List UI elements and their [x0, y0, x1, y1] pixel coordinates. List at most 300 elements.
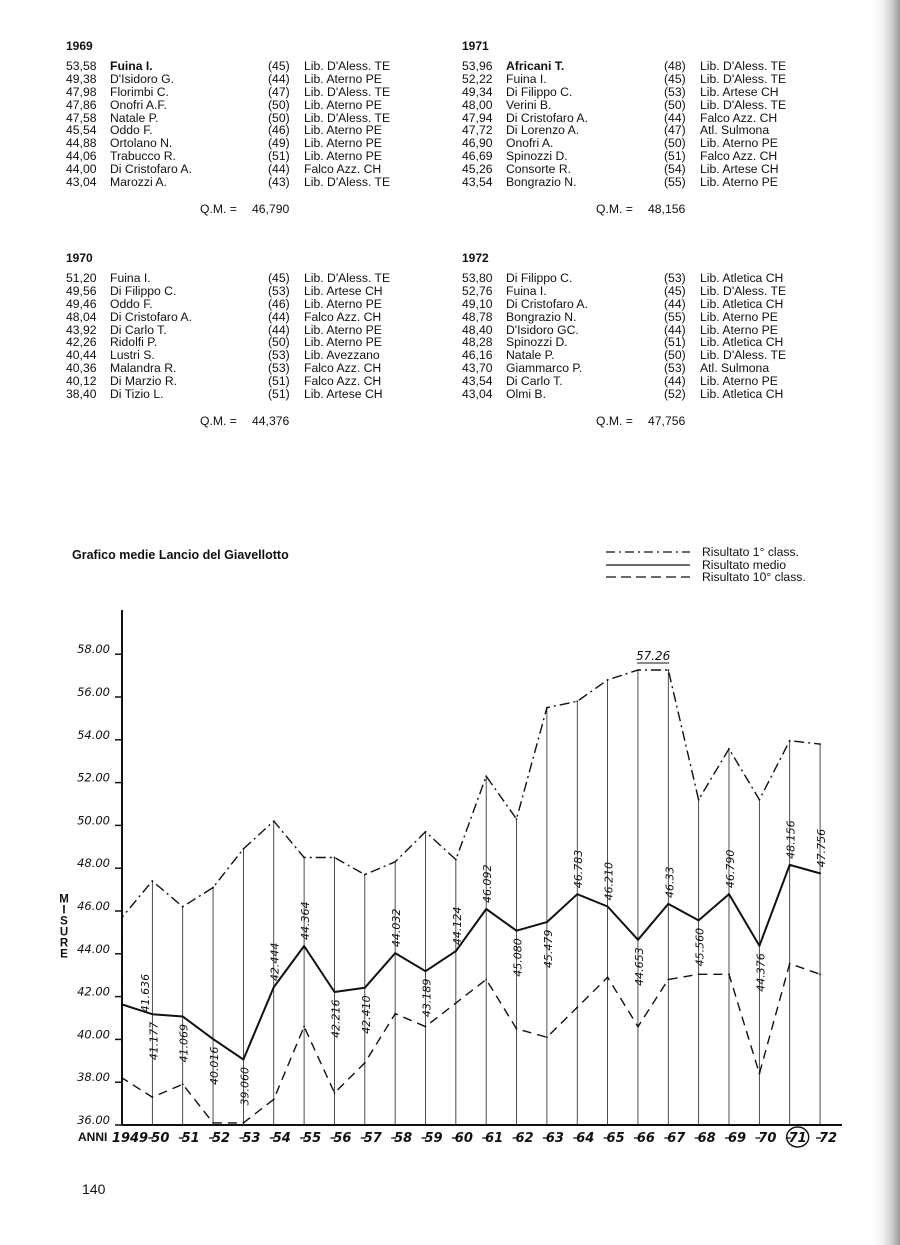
table-year: 1970 [66, 251, 93, 265]
data-point [364, 874, 366, 876]
y-axis-label [59, 893, 69, 960]
score-cell: 52,76 [462, 283, 493, 298]
data-point [759, 1073, 761, 1075]
athlete-name: Florimbi C. [110, 84, 169, 99]
data-point [455, 950, 457, 952]
data-point [485, 775, 487, 777]
data-label: 44.124 [450, 906, 464, 946]
athlete-name: Consorte R. [506, 162, 572, 177]
results-table-1972 [462, 252, 852, 435]
table-row [66, 285, 456, 298]
birth-year: (46) [268, 123, 290, 138]
club-name: Lib. Atletica CH [700, 271, 784, 285]
data-point [455, 859, 457, 861]
data-point [121, 1077, 123, 1079]
data-point [789, 963, 791, 965]
birth-year: (44) [268, 162, 290, 177]
table-row [462, 86, 852, 99]
club-name: Lib. D'Aless. TE [700, 97, 787, 112]
score-cell: 53,96 [462, 59, 493, 73]
x-tick-label: 50 [151, 1131, 170, 1146]
birth-year: (53) [268, 361, 290, 376]
data-point [151, 880, 153, 882]
club-name: Lib. Aterno PE [304, 97, 382, 112]
x-tick-label: 55 [303, 1131, 322, 1146]
club-name: Lib. Aterno PE [304, 322, 382, 337]
club-name: Lib. Atletica CH [700, 387, 784, 402]
x-tick-label: 66 [636, 1131, 655, 1146]
y-tick-label: 40.00 [77, 1027, 110, 1042]
x-tick-label: 52 [212, 1131, 231, 1146]
athlete-name: Marozzi A. [110, 175, 167, 190]
score-cell: 48,04 [66, 309, 97, 324]
table-row [66, 99, 456, 112]
table-row [66, 388, 456, 401]
data-label: 42.444 [268, 942, 282, 982]
legend-dashdot-line [606, 548, 690, 556]
birth-year: (45) [268, 271, 290, 285]
table-row [66, 73, 456, 86]
data-point [364, 987, 366, 989]
data-point [394, 1013, 396, 1015]
data-point [455, 1002, 457, 1004]
athlete-name: Fuina I. [506, 283, 547, 298]
data-point [728, 893, 730, 895]
results-table-1970 [66, 252, 456, 435]
data-point [425, 831, 427, 833]
birth-year: (53) [664, 84, 686, 99]
score-cell: 46,16 [462, 348, 493, 363]
data-point [516, 818, 518, 820]
birth-year: (50) [268, 97, 290, 112]
data-point [273, 986, 275, 988]
data-point [303, 857, 305, 859]
data-label: 44.376 [754, 953, 768, 992]
javelin-average-chart [0, 600, 860, 1160]
average-value: 44,376 [252, 413, 290, 428]
score-cell: 47,98 [66, 84, 97, 99]
score-cell: 53,58 [66, 59, 97, 73]
score-cell: 43,70 [462, 361, 493, 376]
athlete-name: Di Carlo T. [110, 322, 167, 337]
series-line-dashdot [122, 670, 820, 1125]
birth-year: (47) [664, 123, 686, 138]
y-axis-label-letter: I [62, 904, 66, 917]
athlete-name: Fuina I. [506, 71, 547, 86]
x-tick-label: 61 [485, 1131, 504, 1146]
data-point [243, 1122, 245, 1124]
birth-year: (50) [664, 348, 686, 363]
data-point [121, 1004, 123, 1006]
club-name: Lib. Aterno PE [304, 136, 382, 151]
score-cell: 43,04 [66, 175, 97, 190]
data-point [212, 1122, 214, 1124]
data-point [212, 1038, 214, 1040]
club-name: Lib. Aterno PE [700, 374, 778, 389]
athlete-name: Onofri A. [506, 136, 554, 151]
score-cell: 43,92 [66, 322, 97, 337]
athlete-name: Lustri S. [110, 348, 155, 363]
data-point [121, 917, 123, 919]
x-tick-label: 63 [545, 1131, 564, 1146]
club-name: Lib. D'Aless. TE [304, 175, 391, 190]
data-point [819, 973, 821, 975]
average-label: Q.M. = [596, 413, 633, 428]
data-point [546, 707, 548, 709]
club-name: Lib. Aterno PE [700, 322, 778, 337]
data-label: 41.069 [177, 1024, 191, 1063]
x-tick-label: 62 [515, 1131, 534, 1146]
x-tick-label: 53 [242, 1131, 261, 1146]
data-label: 43.189 [420, 978, 434, 1018]
data-label: 46.33 [663, 866, 677, 898]
score-cell: 43,54 [462, 175, 493, 190]
data-point [182, 906, 184, 908]
table-row [462, 99, 852, 112]
score-cell: 49,46 [66, 296, 97, 311]
table-row [462, 73, 852, 86]
data-point [485, 979, 487, 981]
data-point [182, 1016, 184, 1018]
score-cell: 48,28 [462, 335, 493, 350]
score-cell: 53,80 [462, 271, 493, 285]
birth-year: (45) [268, 59, 290, 73]
athlete-name: Spinozzi D. [506, 335, 568, 350]
x-tick-label: 65 [606, 1131, 625, 1146]
legend-label: Risultato 10° class. [702, 570, 806, 585]
average-label: Q.M. = [596, 201, 633, 216]
score-cell: 43,54 [462, 374, 493, 389]
athlete-name: Ridolfi P. [110, 335, 158, 350]
score-cell: 47,86 [66, 97, 97, 112]
birth-year: (55) [664, 175, 686, 190]
club-name: Lib. Artese CH [304, 387, 383, 402]
page-number: 140 [82, 1181, 106, 1197]
score-cell: 47,58 [66, 110, 97, 125]
y-axis-label-letter: M [59, 893, 69, 906]
birth-year: (50) [268, 335, 290, 350]
athlete-name: D'Isidoro G. [110, 71, 174, 86]
score-cell: 38,40 [66, 387, 97, 402]
club-name: Lib. Avezzano [304, 348, 380, 363]
data-point [576, 893, 578, 895]
birth-year: (44) [664, 110, 686, 125]
data-point [819, 743, 821, 745]
data-point [698, 973, 700, 975]
data-point [212, 887, 214, 889]
athlete-name: Di Filippo C. [506, 271, 573, 285]
score-cell: 49,10 [462, 296, 493, 311]
athlete-name: Oddo F. [110, 296, 153, 311]
club-name: Lib. D'Aless. TE [304, 84, 391, 99]
score-cell: 44,06 [66, 149, 97, 164]
athlete-name: Di Filippo C. [110, 283, 177, 298]
data-point [789, 740, 791, 742]
athlete-name: Onofri A.F. [110, 97, 167, 112]
club-name: Lib. Atletica CH [700, 296, 784, 311]
birth-year: (53) [268, 283, 290, 298]
score-cell: 46,69 [462, 149, 493, 164]
athlete-name: Verini B. [506, 97, 552, 112]
table-year: 1969 [66, 39, 93, 53]
x-tick-label: 72 [819, 1131, 838, 1146]
data-point [728, 748, 730, 750]
average-value: 48,156 [648, 201, 686, 216]
athlete-name: Fuina I. [110, 271, 151, 285]
birth-year: (45) [664, 283, 686, 298]
data-label: 44.653 [632, 947, 646, 986]
score-cell: 44,88 [66, 136, 97, 151]
y-tick-label: 46.00 [77, 899, 110, 913]
data-point [364, 1062, 366, 1064]
table-row [462, 388, 852, 401]
data-point [667, 669, 669, 671]
athlete-name: Malandra R. [110, 361, 177, 376]
athlete-name: D'Isidoro GC. [506, 322, 579, 337]
score-cell: 51,20 [66, 271, 97, 285]
birth-year: (44) [268, 322, 290, 337]
average-label: Q.M. = [200, 201, 237, 216]
y-tick-label: 56.00 [77, 685, 110, 699]
data-label: 42.410 [359, 995, 373, 1034]
y-tick-label: 58.00 [77, 642, 110, 657]
score-cell: 45,26 [462, 162, 493, 177]
x-tick-label: 59 [424, 1131, 443, 1146]
average-result [462, 193, 852, 223]
data-point [607, 679, 609, 681]
athlete-name: Di Cristofaro A. [110, 162, 192, 177]
table-row [462, 60, 852, 73]
x-tick-label: 67 [667, 1131, 686, 1146]
x-tick-label: 70 [758, 1131, 777, 1146]
table-row [462, 311, 852, 324]
score-cell: 40,44 [66, 348, 97, 363]
data-point [182, 1083, 184, 1085]
athlete-name: Di Cristofaro A. [506, 110, 588, 125]
data-point [425, 970, 427, 972]
club-name: Falco Azz. CH [304, 374, 382, 389]
birth-year: (46) [268, 296, 290, 311]
data-point [576, 700, 578, 702]
data-point [728, 973, 730, 975]
legend-label: Risultato medio [702, 557, 786, 572]
y-axis-label-letter: R [59, 937, 69, 950]
birth-year: (49) [268, 136, 290, 151]
average-label: Q.M. = [200, 413, 237, 428]
birth-year: (47) [268, 84, 290, 99]
athlete-name: Oddo F. [110, 123, 153, 138]
data-label: 48.156 [784, 820, 798, 859]
data-point [303, 945, 305, 947]
data-label: 45.479 [541, 929, 555, 969]
data-point [698, 799, 700, 801]
data-point [637, 1026, 639, 1028]
athlete-name: Di Cristofaro A. [110, 309, 192, 324]
birth-year: (51) [268, 387, 290, 402]
birth-year: (50) [268, 110, 290, 125]
table-row [66, 311, 456, 324]
data-label: 44.032 [390, 908, 404, 948]
club-name: Atl. Sulmona [700, 123, 770, 138]
data-point [303, 1026, 305, 1028]
birth-year: (44) [664, 322, 686, 337]
data-point [607, 976, 609, 978]
y-tick-label: 48.00 [77, 856, 110, 871]
club-name: Lib. Aterno PE [700, 175, 778, 190]
data-point [819, 873, 821, 875]
birth-year: (51) [268, 149, 290, 164]
club-name: Falco Azz. CH [304, 162, 382, 177]
y-axis-label-letter: U [59, 926, 69, 939]
athlete-name: Natale P. [110, 110, 159, 125]
birth-year: (53) [664, 361, 686, 376]
birth-year: (44) [664, 374, 686, 389]
club-name: Lib. D'Aless. TE [700, 71, 787, 86]
data-point [667, 903, 669, 905]
data-label: 46.210 [602, 862, 616, 901]
data-point [425, 1026, 427, 1028]
x-tick-label: 71 [788, 1131, 807, 1146]
legend-item-tenth [606, 571, 846, 584]
data-label: 41.636 [139, 973, 152, 1013]
athlete-name: Di Carlo T. [506, 374, 563, 389]
athlete-name: Africani T. [506, 59, 565, 73]
club-name: Lib. Aterno PE [304, 71, 382, 86]
data-point [789, 864, 791, 866]
x-tick-label: 58 [394, 1131, 413, 1146]
data-point [516, 930, 518, 932]
average-result [66, 193, 456, 223]
graph-title: Grafico medie Lancio del Giavellotto [72, 548, 289, 562]
x-tick-label: 56 [333, 1131, 352, 1146]
birth-year: (51) [664, 149, 686, 164]
y-axis-label-letter: E [60, 948, 68, 961]
data-label: 45.080 [511, 938, 525, 977]
data-point [637, 939, 639, 941]
birth-year: (53) [664, 271, 686, 285]
average-value: 46,790 [252, 201, 290, 216]
table-row [66, 298, 456, 311]
data-point [698, 920, 700, 922]
data-point [334, 1092, 336, 1094]
athlete-name: Di Marzio R. [110, 374, 178, 389]
x-tick-label: 60 [454, 1131, 473, 1146]
data-point [637, 669, 639, 671]
birth-year: (48) [664, 59, 686, 73]
score-cell: 52,22 [462, 71, 493, 86]
data-label: 41.177 [147, 1021, 161, 1061]
y-tick-label: 54.00 [77, 727, 110, 742]
birth-year: (51) [664, 335, 686, 350]
data-label: 40.016 [208, 1046, 222, 1086]
score-cell: 46,90 [462, 136, 493, 151]
data-point [485, 908, 487, 910]
birth-year: (43) [268, 175, 290, 190]
birth-year: (50) [664, 136, 686, 151]
club-name: Falco Azz. CH [700, 110, 778, 125]
birth-year: (54) [664, 162, 686, 177]
club-name: Lib. Artese CH [700, 162, 779, 177]
table-row [66, 60, 456, 73]
data-point [243, 1059, 245, 1061]
y-axis-label-letter: S [60, 915, 68, 928]
club-name: Lib. Aterno PE [304, 149, 382, 164]
results-table-1969 [66, 40, 456, 223]
x-tick-label: 51 [181, 1131, 200, 1146]
y-tick-label: 44.00 [77, 941, 110, 956]
score-cell: 48,00 [462, 97, 493, 112]
score-cell: 40,12 [66, 374, 97, 389]
data-label: 46.092 [481, 864, 495, 904]
score-cell: 40,36 [66, 361, 97, 376]
athlete-name: Di Filippo C. [506, 84, 573, 99]
birth-year: (52) [664, 387, 686, 402]
data-point [243, 848, 245, 850]
score-cell: 47,94 [462, 110, 493, 125]
data-point [394, 861, 396, 863]
data-point [394, 952, 396, 954]
y-tick-label: 38.00 [77, 1070, 110, 1085]
club-name: Lib. Aterno PE [304, 335, 382, 350]
score-cell: 43,04 [462, 387, 493, 402]
y-tick-label: 52.00 [77, 770, 110, 785]
club-name: Lib. Aterno PE [304, 123, 382, 138]
results-table-1971 [462, 40, 852, 223]
club-name: Lib. Aterno PE [304, 296, 382, 311]
club-name: Lib. Atletica CH [700, 335, 784, 350]
data-point [576, 1006, 578, 1008]
average-value: 47,756 [648, 413, 686, 428]
x-tick-label: 64 [576, 1131, 595, 1146]
legend-solid-line [606, 561, 690, 569]
legend [606, 546, 846, 584]
table-year: 1972 [462, 251, 489, 265]
birth-year: (44) [664, 296, 686, 311]
data-point [151, 1096, 153, 1098]
data-label: 46.783 [572, 849, 586, 889]
athlete-name: Bongrazio N. [506, 175, 577, 190]
athlete-name: Spinozzi D. [506, 149, 568, 164]
data-label: 45.560 [693, 927, 707, 967]
club-name: Lib. D'Aless. TE [304, 59, 391, 73]
legend-item-first [606, 546, 846, 559]
data-point [546, 1036, 548, 1038]
data-point [334, 991, 336, 993]
table-row [462, 272, 852, 285]
table-row [462, 298, 852, 311]
data-label: 46.790 [724, 849, 737, 889]
y-tick-label: 50.00 [77, 813, 110, 828]
x-axis-label: ANNI [78, 1130, 108, 1144]
athlete-name: Ortolano N. [110, 136, 173, 151]
athlete-name: Olmi B. [506, 387, 546, 402]
table-row [66, 176, 456, 189]
club-name: Atl. Sulmona [700, 361, 770, 376]
data-point [759, 799, 761, 801]
x-tick-label: 69 [727, 1131, 747, 1146]
data-point [151, 1013, 153, 1015]
data-point [759, 945, 761, 947]
score-cell: 49,38 [66, 71, 97, 86]
club-name: Lib. Aterno PE [700, 136, 778, 151]
legend-dashed-line [606, 573, 690, 581]
birth-year: (44) [268, 71, 290, 86]
birth-year: (53) [268, 348, 290, 363]
athlete-name: Fuina I. [110, 59, 153, 73]
score-cell: 42,26 [66, 335, 97, 350]
legend-label: Risultato 1° class. [702, 545, 799, 559]
athlete-name: Di Lorenzo A. [506, 123, 580, 138]
